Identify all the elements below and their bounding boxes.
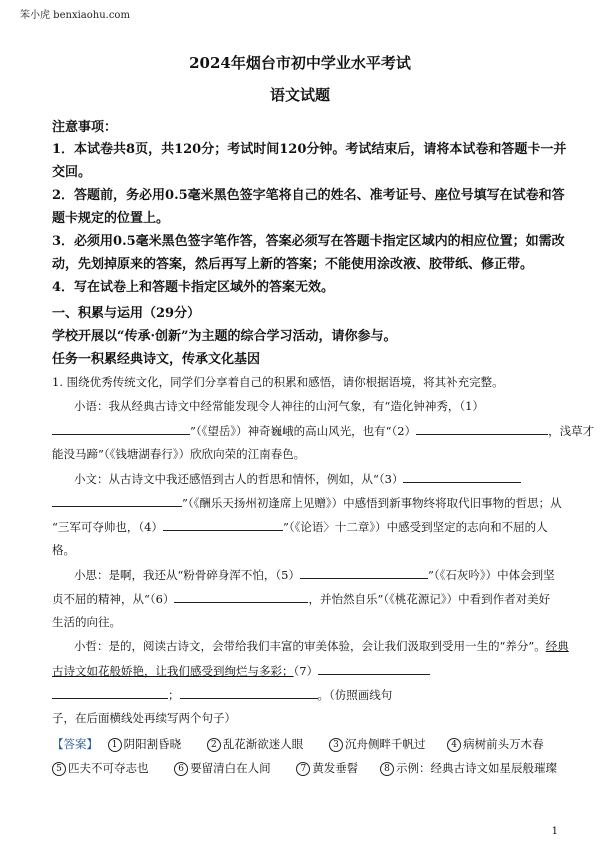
answer-blank-5[interactable] [300, 566, 428, 579]
note-1a: 1．本试卷共8页，共120分；考试时间120分钟。考试结束后，请将本试卷和答题卡一并 [52, 142, 567, 157]
notes-heading: 注意事项： [52, 120, 118, 135]
note-3b: 动，先划掉原来的答案，然后再写上新的答案；不能使用涂改液、胶带纸、修正带。 [52, 257, 534, 272]
answer-item: 8 示例：经典古诗文如星辰般璀璨 [380, 761, 557, 775]
xiaosi-line-b: 贞不屈的精神，从“（6） ，并怡然自乐”（《桃花源记》）中看到作者对美好 [52, 592, 551, 606]
xiaowen-line-a: 小文：从古诗文中我还感悟到古人的哲思和情怀，例如，从“（3） [74, 470, 521, 487]
answer-item: 3 沉舟侧畔千帆过 [329, 737, 426, 751]
answer-blank-2[interactable] [416, 422, 548, 435]
answer-blank-3[interactable] [403, 470, 521, 483]
xiaowen-line-c: “三军可夺帅也，（4） ”（《论语〉十二章》）中感受到坚定的志向和不屈的人 [52, 520, 548, 534]
xiaowen-line-d: 格。 [52, 543, 75, 557]
xiaozhe-line-a: 小哲：是的，阅读古诗文，会带给我们丰富的审美体验，会让我们汲取到受用一生的“养分”。经典 [74, 639, 569, 653]
section-heading: 一、积累与运用（29分） [52, 306, 201, 321]
answer-line-2 [52, 760, 557, 776]
exam-title: 2024年烟台市初中学业水平考试 [189, 54, 411, 72]
answer-label: 【答案】 [52, 737, 98, 751]
answer-item: 5 匹夫不可夺志也 [52, 761, 149, 775]
xiaoyu-line-a: 小语：我从经典古诗文中经常能发现令人神往的山河气象，有“造化钟神秀，（1） [74, 399, 484, 413]
answer-blank-7c[interactable] [180, 686, 318, 699]
exam-subtitle: 语文试题 [269, 86, 330, 104]
task-heading: 任务一积累经典诗文，传承文化基因 [52, 352, 261, 367]
answer-blank-1[interactable] [52, 422, 190, 435]
note-3a: 3．必须用0.5毫米黑色签字笔作答，答案必须写在答题卡指定区域内的相应位置；如需改 [52, 234, 565, 249]
xiaosi-line-c: 生活的向往。 [52, 615, 121, 629]
note-2b: 题卡规定的位置上。 [52, 211, 170, 226]
answer-item: 4 病树前头万木春 [447, 737, 544, 751]
note-2a: 2．答题前，务必用0.5毫米黑色签字笔将自己的姓名、准考证号、座位号填写在试卷和答 [52, 188, 565, 203]
note-4: 4．写在试卷上和答题卡指定区域外的答案无效。 [52, 280, 335, 295]
answer-blank-4[interactable] [163, 518, 283, 531]
xiaoyu-line-b: ”（《望岳》）神奇巍峨的高山风光，也有“（2） ，浅草才 [52, 422, 594, 439]
answer-item: 7 黄发垂髫 [296, 761, 358, 775]
note-1b: 交回。 [52, 165, 92, 180]
answer-blank-7b[interactable] [52, 686, 168, 699]
xiaowen-line-b: ”（《酬乐天扬州初逢席上见赠》）中感悟到新事物终将取代旧事物的哲思；从 [52, 494, 562, 511]
xiaoyu-line-c: 能没马蹄”（《钱塘湖春行》）欣欣向荣的江南春色。 [52, 447, 306, 461]
xiaozhe-line-d: 子，在后面横线处再续写两个句子） [52, 711, 236, 725]
activity-intro: 学校开展以“传承·创新”为主题的综合学习活动，请你参与。 [52, 329, 397, 344]
answer-item: 2 乱花渐欲迷人眼 [207, 737, 304, 751]
answer-blank-7a[interactable] [318, 662, 430, 675]
site-header: 笨小虎 benxiaohu.com [20, 10, 130, 21]
answer-line-1 [52, 736, 544, 752]
answer-item: 1 阴阳割昏晓 [108, 737, 182, 751]
answer-blank-3b[interactable] [52, 494, 182, 507]
xiaozhe-line-b: 古诗文如花般娇艳，让我们感受到绚烂与多彩；（7） [52, 662, 430, 679]
answer-blank-6[interactable] [174, 590, 308, 603]
answer-item: 6 要留清白在人间 [174, 761, 271, 775]
xiaozhe-line-c: ； 。（仿照画线句 [52, 686, 392, 703]
question-1: 1. 围绕优秀传统文化，同学们分享着自己的积累和感悟，请你根据语境，将其补充完整。 [52, 375, 504, 389]
xiaosi-line-a: 小思：是啊，我还从“粉骨碎身浑不怕，（5） ”（《石灰吟》）中体会到坚 [74, 568, 555, 582]
page-number: 1 [551, 826, 558, 837]
